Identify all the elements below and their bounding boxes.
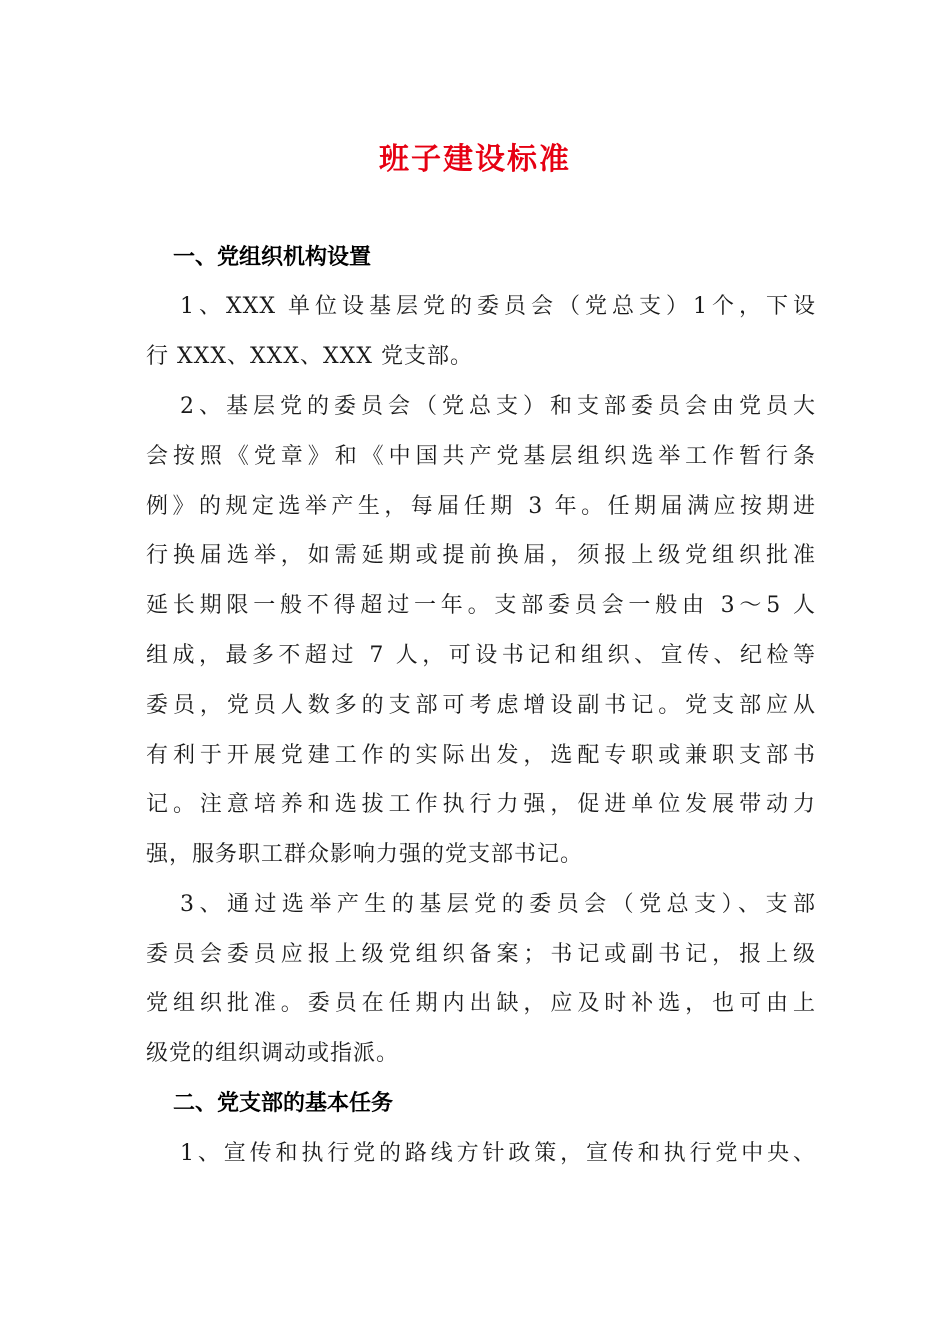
document-title: 班子建设标准 (379, 142, 571, 177)
paragraph-line: 记。注意培养和选拔工作执行力强，促进单位发展带动力 (146, 792, 816, 817)
section-heading: 一、党组织机构设置 (173, 245, 372, 270)
paragraph-line: 例》的规定选举产生，每届任期 3 年。任期届满应按期进 (146, 494, 816, 519)
paragraph-line: 1、XXX 单位设基层党的委员会（党总支）1个，下设 (180, 294, 816, 319)
paragraph-line: 党组织批准。委员在任期内出缺，应及时补选，也可由上 (146, 991, 816, 1016)
paragraph-line: 行 XXX、XXX、XXX 党支部。 (146, 344, 473, 369)
paragraph-line: 强，服务职工群众影响力强的党支部书记。 (146, 842, 584, 867)
paragraph-line: 会按照《党章》和《中国共产党基层组织选举工作暂行条 (146, 444, 816, 469)
paragraph-line: 组成，最多不超过 7 人，可设书记和组织、宣传、纪检等 (146, 643, 816, 668)
paragraph-line: 行换届选举，如需延期或提前换届，须报上级党组织批准 (146, 543, 816, 568)
paragraph-line: 延长期限一般不得超过一年。支部委员会一般由 3～5 人 (146, 593, 816, 618)
paragraph-line: 1、宣传和执行党的路线方针政策，宣传和执行党中央、 (180, 1141, 816, 1166)
paragraph-line: 委员会委员应报上级党组织备案；书记或副书记，报上级 (146, 942, 816, 967)
paragraph-line: 有利于开展党建工作的实际出发，选配专职或兼职支部书 (146, 743, 816, 768)
paragraph-line: 3、通过选举产生的基层党的委员会（党总支）、支部 (180, 892, 816, 917)
paragraph-line: 级党的组织调动或指派。 (146, 1041, 400, 1066)
paragraph-line: 委员，党员人数多的支部可考虑增设副书记。党支部应从 (146, 693, 816, 718)
section-heading: 二、党支部的基本任务 (173, 1091, 394, 1116)
paragraph-line: 2、基层党的委员会（党总支）和支部委员会由党员大 (180, 394, 816, 419)
